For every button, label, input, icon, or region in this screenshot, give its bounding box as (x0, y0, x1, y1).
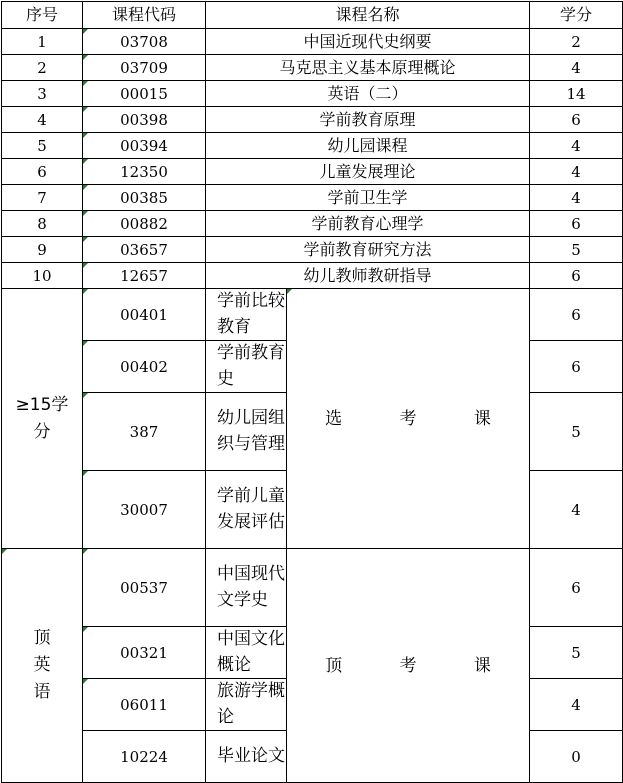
row-credit: 2 (530, 29, 623, 55)
row-code: 00882 (83, 211, 206, 237)
header-credit: 学分 (530, 2, 623, 29)
row-credit: 4 (530, 679, 623, 731)
row-seq: 10 (2, 263, 83, 289)
row-name: 马克思主义基本原理概论 (206, 55, 530, 81)
group2-label (2, 549, 83, 783)
row-credit: 6 (530, 341, 623, 393)
table-row (2, 133, 623, 159)
row-name: 学前教育心理学 (206, 211, 530, 237)
row-code: 12350 (83, 159, 206, 185)
row-code: 387 (83, 393, 206, 471)
row-code: 00398 (83, 107, 206, 133)
group1-label-text: ≥15学分 (15, 394, 69, 442)
table-row (2, 289, 623, 341)
table-row (2, 237, 623, 263)
row-seq: 9 (2, 237, 83, 263)
row-credit: 0 (530, 731, 623, 783)
group1-label (2, 289, 83, 549)
header-name: 课程名称 (206, 2, 530, 29)
row-name: 中国现代文学史 (206, 549, 287, 627)
row-seq: 5 (2, 133, 83, 159)
row-code: 00401 (83, 289, 206, 341)
row-name: 旅游学概论 (206, 679, 287, 731)
row-name: 学前教育研究方法 (206, 237, 530, 263)
row-credit: 6 (530, 211, 623, 237)
row-name: 幼儿教师教研指导 (206, 263, 530, 289)
row-name: 幼儿园课程 (206, 133, 530, 159)
row-name: 中国近现代史纲要 (206, 29, 530, 55)
table-row (2, 29, 623, 55)
row-credit: 5 (530, 627, 623, 679)
table-row (2, 81, 623, 107)
row-name: 学前儿童发展评估 (206, 471, 287, 549)
row-code: 06011 (83, 679, 206, 731)
row-credit: 4 (530, 133, 623, 159)
row-code: 00402 (83, 341, 206, 393)
row-code: 03708 (83, 29, 206, 55)
row-code: 03657 (83, 237, 206, 263)
row-code: 03709 (83, 55, 206, 81)
row-credit: 5 (530, 393, 623, 471)
table-row (2, 55, 623, 81)
table-row (2, 549, 623, 627)
row-name: 幼儿园组织与管理 (206, 393, 287, 471)
row-credit: 6 (530, 549, 623, 627)
header-code: 课程代码 (83, 2, 206, 29)
row-seq: 7 (2, 185, 83, 211)
header-seq: 序号 (2, 2, 83, 29)
table-row (2, 263, 623, 289)
row-code: 00537 (83, 549, 206, 627)
row-code: 12657 (83, 263, 206, 289)
row-credit: 4 (530, 185, 623, 211)
row-name: 学前教育史 (206, 341, 287, 393)
course-table (1, 1, 623, 783)
row-credit: 4 (530, 159, 623, 185)
row-code: 00394 (83, 133, 206, 159)
row-credit: 14 (530, 81, 623, 107)
row-credit: 6 (530, 107, 623, 133)
header-row (2, 2, 623, 29)
row-seq: 2 (2, 55, 83, 81)
row-code: 30007 (83, 471, 206, 549)
group2-label-text: 顶英语 (33, 628, 51, 702)
group2-category: 顶 考 课 (287, 549, 530, 783)
row-name: 英语（二） (206, 81, 530, 107)
row-name: 学前卫生学 (206, 185, 530, 211)
group1-category: 选 考 课 (287, 289, 530, 549)
table-row (2, 211, 623, 237)
row-code: 00385 (83, 185, 206, 211)
table-row (2, 185, 623, 211)
row-seq: 3 (2, 81, 83, 107)
row-credit: 6 (530, 289, 623, 341)
row-seq: 1 (2, 29, 83, 55)
table-row (2, 107, 623, 133)
row-seq: 8 (2, 211, 83, 237)
row-code: 10224 (83, 731, 206, 783)
row-code: 00321 (83, 627, 206, 679)
row-seq: 4 (2, 107, 83, 133)
row-credit: 4 (530, 471, 623, 549)
row-credit: 4 (530, 55, 623, 81)
row-name: 中国文化概论 (206, 627, 287, 679)
row-name: 学前比较教育 (206, 289, 287, 341)
row-name: 儿童发展理论 (206, 159, 530, 185)
row-code: 00015 (83, 81, 206, 107)
row-name: 学前教育原理 (206, 107, 530, 133)
row-seq: 6 (2, 159, 83, 185)
row-name: 毕业论文 (206, 731, 287, 783)
table-row (2, 159, 623, 185)
row-credit: 6 (530, 263, 623, 289)
row-credit: 5 (530, 237, 623, 263)
